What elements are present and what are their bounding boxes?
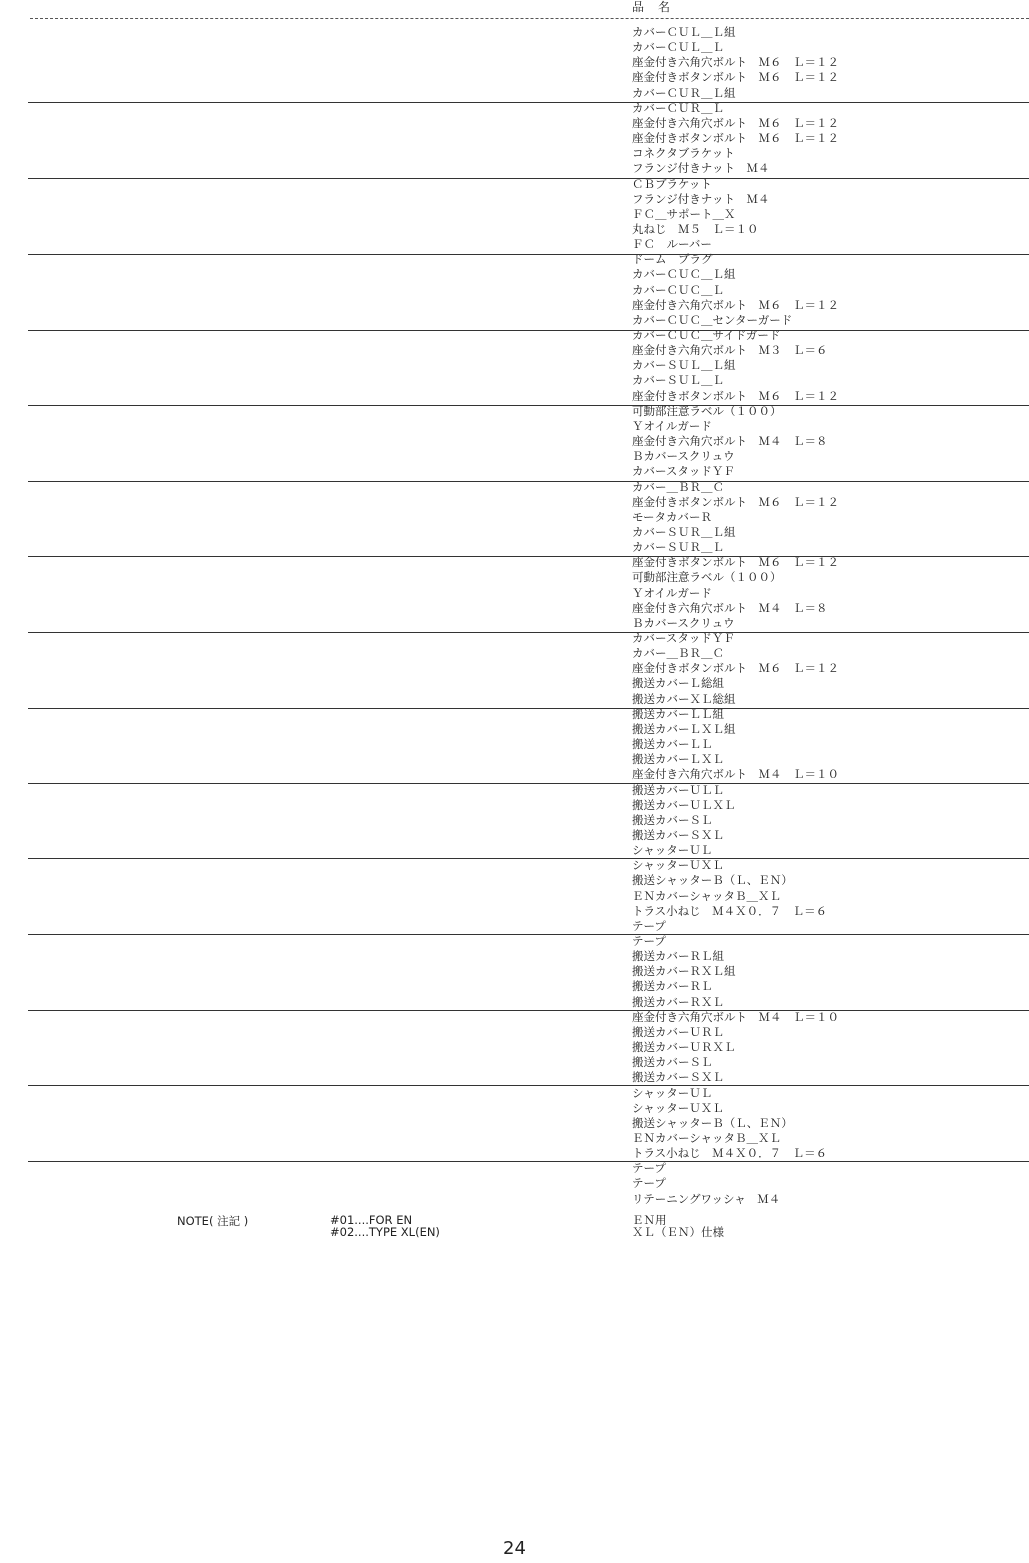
part-line: Ｙオイルガード [632,418,712,433]
part-line: カバーＣＵＣ＿サイドガード [632,328,781,342]
group-divider [28,481,1029,482]
page-number: 24 [503,1538,526,1559]
part-line: フランジ付きナット Ｍ４ [632,191,770,206]
part-line: カバー＿ＢＲ＿Ｃ [632,479,724,494]
part-line: 搬送カバーＳＸＬ [632,1070,724,1085]
note-description-01: ＥＮ用 [632,1213,667,1227]
group-divider [28,405,1029,406]
part-line: ＥＮカバーシャッタＢ＿ＸＬ [632,888,782,903]
part-line: 座金付きボタンボルト Ｍ６ Ｌ＝１２ [632,70,839,85]
part-line: カバーＣＵＬ＿Ｌ [632,40,724,55]
part-line: 搬送カバーＵＬＬ [632,782,724,797]
part-line: 搬送カバーＵＲＬ [632,1024,724,1039]
part-line: 座金付き六角穴ボルト Ｍ４ Ｌ＝１０ [632,767,839,782]
part-line: ドーム プラグ [632,252,713,267]
note-code-02: #02....TYPE XL(EN) [330,1225,440,1239]
part-line: 可動部注意ラベル（１００） [632,570,782,585]
part-line: カバー＿ＢＲ＿Ｃ [632,646,724,661]
part-line: 座金付きボタンボルト Ｍ６ Ｌ＝１２ [632,661,839,676]
part-line: Ｙオイルガード [632,585,712,600]
part-line: 搬送カバーＲＬ [632,979,713,994]
part-line: 座金付き六角穴ボルト Ｍ６ Ｌ＝１２ [632,55,839,70]
column-header-part-name: 品 名 [632,0,672,14]
part-line: ＥＮカバーシャッタＢ＿ＸＬ [632,1130,782,1145]
part-line: トラス小ねじ Ｍ４Ｘ０．７ Ｌ＝６ [632,903,828,918]
part-line: 座金付き六角穴ボルト Ｍ６ Ｌ＝１２ [632,297,839,312]
part-line: 搬送カバーＳＸＬ [632,827,724,842]
group-divider [28,708,1029,709]
part-line: 搬送カバーＳＬ [632,1055,713,1070]
part-line: テープ [632,934,666,948]
part-line: 丸ねじ Ｍ５ Ｌ＝１０ [632,221,759,236]
note-label: NOTE( 注記 ) [177,1214,249,1228]
part-line: カバーＳＵＬ＿Ｌ [632,373,724,388]
part-line: カバースタッドＹＦ [632,464,735,479]
part-line: Ｂカバースクリュウ [632,449,735,464]
group-divider [28,934,1029,935]
group-divider [28,858,1029,859]
group-divider [28,556,1029,557]
part-line: シャッターＵＬ [632,843,713,858]
part-line: 座金付きボタンボルト Ｍ６ Ｌ＝１２ [632,131,839,146]
part-line: フランジ付きナット Ｍ４ [632,161,770,176]
part-line: 座金付きボタンボルト Ｍ６ Ｌ＝１２ [632,388,839,403]
part-line: カバーＣＵＲ＿Ｌ組 [632,85,736,100]
part-line: シャッターＵＸＬ [632,1100,724,1115]
part-line: カバーＣＵＣ＿センターガード [632,312,793,327]
part-line: 搬送カバーＬ総組 [632,676,724,691]
part-line: モータカバーＲ [632,509,713,524]
part-line: シャッターＵＸＬ [632,858,724,873]
part-line: 座金付き六角穴ボルト Ｍ４ Ｌ＝１０ [632,1009,839,1024]
group-divider [28,102,1029,103]
part-line: テープ [632,918,666,933]
part-line: 座金付き六角穴ボルト Ｍ３ Ｌ＝６ [632,343,828,358]
part-line: 搬送カバーＲＸＬ組 [632,964,736,979]
part-line: カバーＣＵＣ＿Ｌ [632,282,724,297]
part-line: 座金付きボタンボルト Ｍ６ Ｌ＝１２ [632,494,839,509]
group-divider [28,632,1029,633]
group-divider [28,178,1029,179]
part-line: 搬送カバーＸＬ総組 [632,691,736,706]
part-line: シャッターＵＬ [632,1085,713,1100]
part-line: 可動部注意ラベル（１００） [632,403,782,418]
part-line: 搬送カバーＵＲＸＬ [632,1040,736,1055]
part-line: ＣＢブラケット [632,176,712,191]
part-line: 搬送カバーＬＸＬ組 [632,721,736,736]
part-line: コネクタブラケット [632,146,735,161]
part-line: 座金付き六角穴ボルト Ｍ４ Ｌ＝８ [632,434,828,449]
part-line: カバーＣＵＣ＿Ｌ組 [632,267,736,282]
note-description-02: ＸＬ（ＥＮ）仕様 [632,1225,724,1239]
part-line: 搬送シャッターＢ（Ｌ、ＥＮ） [632,873,793,888]
part-line: テープ [632,1161,666,1176]
part-line: 搬送カバーＳＬ [632,812,713,827]
part-line: ＦＣ＿サポート＿Ｘ [632,206,736,221]
part-line: カバーＣＵＬ＿Ｌ組 [632,25,736,39]
group-divider [28,783,1029,784]
group-divider [28,330,1029,331]
group-divider [28,254,1029,255]
part-line: 搬送シャッターＢ（Ｌ、ＥＮ） [632,1115,793,1130]
part-line: 座金付きボタンボルト Ｍ６ Ｌ＝１２ [632,555,839,570]
part-line: 搬送カバーＬＬ [632,737,713,752]
part-line: 搬送カバーＲＬ組 [632,949,724,964]
group-divider [28,1161,1029,1162]
part-line: カバーＳＵＬ＿Ｌ組 [632,358,736,373]
part-line: カバーＣＵＲ＿Ｌ [632,100,724,115]
part-line: リテーニングワッシャ Ｍ４ [632,1191,781,1206]
part-line: カバーＳＵＲ＿Ｌ組 [632,524,736,539]
group-divider [28,1085,1029,1086]
part-line: トラス小ねじ Ｍ４Ｘ０．７ Ｌ＝６ [632,1146,828,1161]
part-line: カバーＳＵＲ＿Ｌ [632,540,724,555]
part-line: ＦＣ ルーバー [632,237,712,252]
part-line: 座金付き六角穴ボルト Ｍ４ Ｌ＝８ [632,600,828,615]
part-line: 搬送カバーＵＬＸＬ [632,797,736,812]
part-line: 搬送カバーＬＬ組 [632,706,724,721]
part-line: 搬送カバーＲＸＬ [632,994,724,1009]
group-divider [28,1010,1029,1011]
part-line: カバースタッドＹＦ [632,631,735,645]
part-line: 搬送カバーＬＸＬ [632,752,724,767]
note-code-01: #01....FOR EN [330,1213,413,1227]
part-line: 座金付き六角穴ボルト Ｍ６ Ｌ＝１２ [632,115,839,130]
part-line: テープ [632,1176,666,1191]
part-line: Ｂカバースクリュウ [632,615,735,630]
